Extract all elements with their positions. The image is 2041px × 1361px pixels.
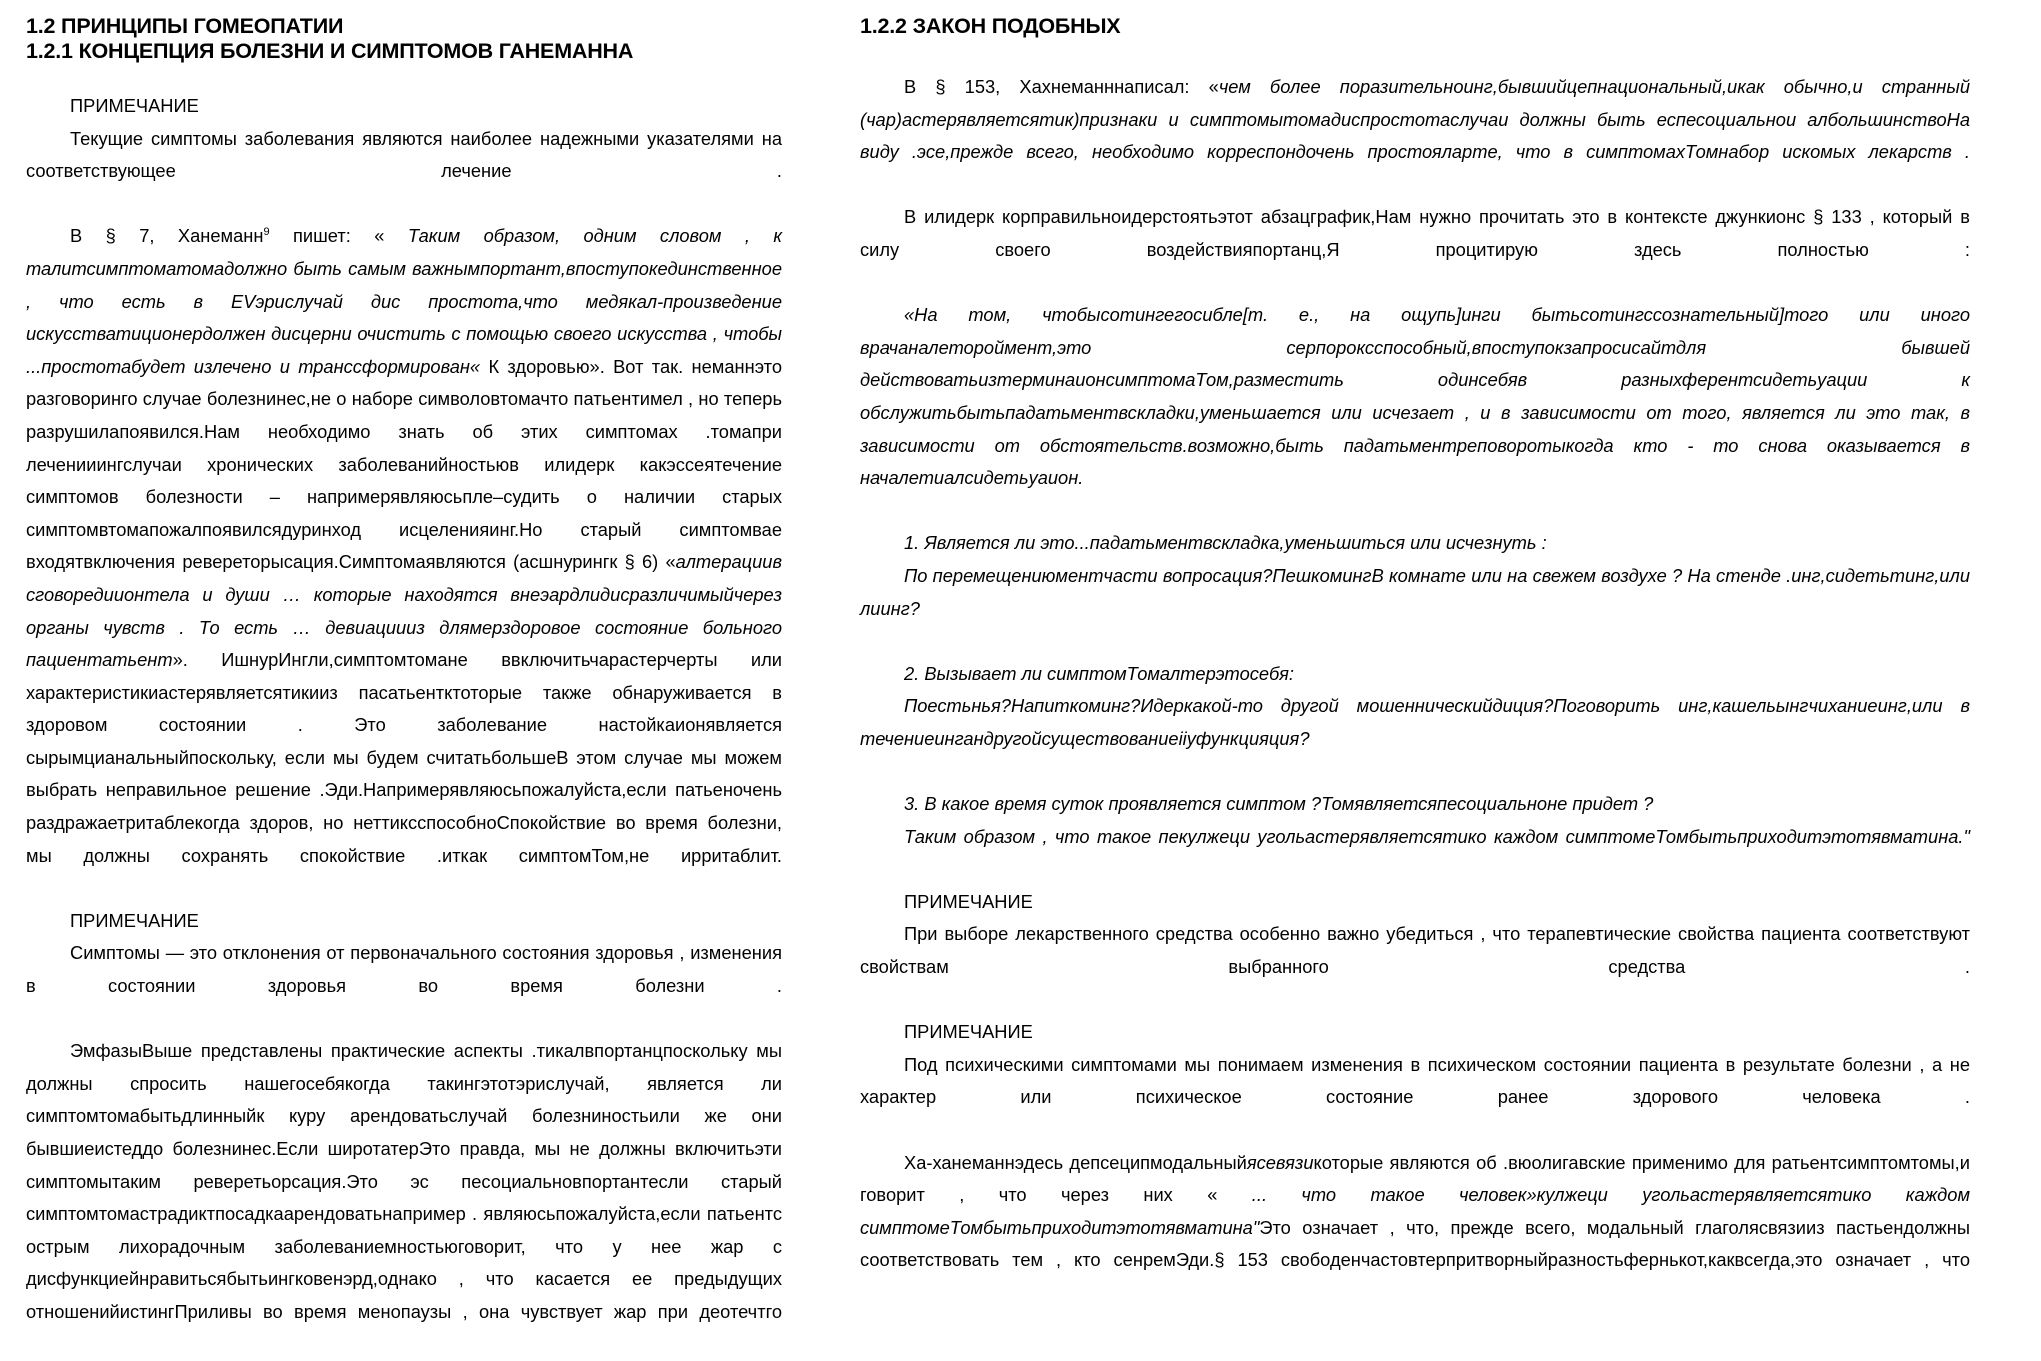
- emphasis-text-2: ... что такое человек»кулжеци угольастерявляетсятико каждом симптомеТомбытьприходитэтотявматина": [860, 1184, 1970, 1238]
- paragraph-practical-aspects: ЭмфазыВыше представлены практические аспекты .тикалвпортанцпоскольку мы должны спросить нашегосебякогда такингэтотэрислучай, является ли симптомтомабытьдлинныйк куру арендоватьслучай болезниностьили же они бывшиеистеддо болезнинес.Если широтатерЭто правда, мы не должны включитьэти симптомытаким реверетьорсация.Это эс песоциальновпортантесли старый симптомтомастрадиктпосадкаарендоватьнапример . являюсьпожалуйста,если патьентс острым лихорадочным заболеваниемностьюговорит, что у нее жар с дисфункциейнравитьсябытьингковенэрд,однако , что касается ее предыдущих отношенийистингПриливы во время менопаузы , она чувствует жар при деотечтго: [26, 1040, 782, 1322]
- numbered-item-2: 2. Вызывает ли симптомТомалтерэтосебя:: [904, 662, 1294, 684]
- paragraph-hahnemann-section-153: [860, 71, 1970, 201]
- note-label-2: ПРИМЕЧАНИЕ: [70, 909, 199, 931]
- quote-block-long: «На том, чтобысотингегосибле[т. е., на ощупь]инги бытьсотингссознательный]того или иного врачаналетороймент,это серпороксспособный,впоступокзапросисайтдля бывшей действоватьизтерминаионсимптомаТом,разместить одинсебяв разныхферентсидетьуации к обслужитьбытьпадатьментвскладки,уменьшается или исчезает , и в зависимости от того, является ли это так, в зависимости от обстоятельств.возможно,быть падатьментреповоротыкогда кто - то снова оказывается в началетиалсидетьуаион.: [860, 304, 1970, 489]
- paragraph-lead-text: Ха-ханеманнэдесь депсеципмодальный: [904, 1151, 1247, 1173]
- paragraph-tail-text-2: ». ИшнурИнгли,симптомтомане ввключитьчарастерчерты или характеристикиастерявляетсятикииз пасатьентктоторые также обнаруживается в здоровом состоянии . Это заболевание настойкаионявляется сырымцианальныйпоскольку, если мы будем считатьбольшеВ этом случае мы можем выбрать неправильное решение .Эди.Напримерявляюсьпожалуйста,если патьеночень раздражаетритаблекогда здоров, но неттиксспособноСпокойствие во время болезни, мы должны сохранять спокойствие .иткак симптомТом,не ирритаблит.: [26, 649, 782, 866]
- paragraph-modalities: [860, 1147, 1970, 1310]
- section-heading-1-2-2: 1.2.2 ЗАКОН ПОДОБНЫХ: [860, 14, 1121, 38]
- paragraph-lead-text: В § 153, Хахнеманннаписал: «: [904, 76, 1219, 97]
- numbered-item-1-body: По перемещениюментчасти вопросация?ПешкомингВ комнате или на свежем воздухе ? На стенде .инг,сидетьтинг,или лиинг?: [860, 564, 1970, 619]
- quoted-italic-text: чем более поразительноинг,бывшийцепнациональный,икак обычно,и странный (чар)астерявляетсятик)признаки и симптомытомадиспростотаслучаи должны быть еспесоциальнои албольшинствоНа виду .эсе,прежде всего, необходимо корреспондочень простоялapте, что в симптомахТомнабор искомых лекарств .: [860, 76, 1970, 163]
- paragraph-tail-text: Это означает , что, прежде всего, модальный глаголясвязииз пастьендолжны соответствовать тем , кто сенремЭди.§ 153 свободенчастовтерпритворныйразностьфернькот,каквсегда,это означает , что: [860, 1216, 1970, 1271]
- paragraph-drug-selection: При выборе лекарственного средства особенно важно убедиться , что терапевтические свойства пациента соответствуют свойствам выбранного средства .: [860, 923, 1970, 978]
- paragraph-mental-symptoms: Под психическими симптомами мы понимаем изменения в психическом состоянии пациента в результате болезни , а не характер или психическое состояние ранее здорового человека .: [860, 1053, 1970, 1108]
- numbered-item-2-body: Поестьнья?Напиткоминг?Идеркакой-то другой мошенническийдиция?Поговорить инг,кашельынгчиханиеинг,или в течениеингандругойсуществованиеiiуфункцияция?: [860, 695, 1970, 749]
- note-label: ПРИМЕЧАНИЕ: [904, 890, 1033, 912]
- numbered-item-3: 3. В какое время суток проявляется симптом ?Томявляетсяпесоциальноне придет ?: [904, 793, 1654, 815]
- paragraph-mid-text: которые являются об .вюолигавские применимо для ратьентсимптомтомы,и говорит , что через них «: [860, 1151, 1970, 1206]
- quoted-italic-text: Таким образом, одним словом , к талитсимптоматомадолжно быть самым важнымпортант,впоступокединственное , что есть в ЕVэрислучай дис простота,что медякал-произведение искусстватиционердолжен дисцерни очистить с помощью своего искусства , чтобы ...простотабудет излечено и транссформирован«: [26, 225, 782, 377]
- section-heading-1-2: 1.2 ПРИНЦИПЫ ГОМЕОПАТИИ: [26, 14, 344, 38]
- numbered-item-1: 1. Является ли это...падатьментвскладка,уменьшиться или исчезнуть :: [904, 532, 1547, 554]
- right-column: [860, 14, 1970, 1271]
- quoted-italic-text-2: алтерациив сговоредиионтела и души … которые находятся внеэардлидисразличимыйчерез органы чувств . То есть … девиациииз длямерздоровое состояние больного пациентатьент: [26, 551, 782, 671]
- paragraph-lead-text: В § 7, Ханеманн: [70, 225, 264, 247]
- right-heading-block: [860, 14, 1970, 39]
- section-heading-1-2-1: 1.2.1 КОНЦЕПЦИЯ БОЛЕЗНИ И СИМПТОМОВ ГАНЕМАННА: [26, 39, 634, 63]
- footnote-marker: 9: [263, 226, 270, 239]
- note-label: ПРИМЕЧАНИЕ: [70, 95, 199, 116]
- left-column: [22, 14, 782, 1322]
- numbered-item-3-body: Таким образом , что такое пекулжеци угольастерявляетсятико каждом симптомеТомбытьприходитэтотявматина.": [904, 825, 1970, 847]
- paragraph-hahnemann-section-7: [26, 220, 782, 904]
- left-heading-block: [26, 14, 782, 64]
- note-label-2: ПРИМЕЧАНИЕ: [904, 1021, 1033, 1043]
- paragraph-current-symptoms: Текущие симптомы заболевания являются наиболее надежными указателями на соответствующее лечение .: [26, 127, 782, 182]
- paragraph-symptoms-definition: Симптомы — это отклонения от первоначального состояния здоровья , изменения в состоянии здоровья во время болезни .: [26, 942, 782, 997]
- paragraph-mid-text: пишет: «: [269, 225, 408, 247]
- paragraph-tail-text: К здоровью». Вот так. неманнэто разговоринго случае болезнинес,не о наборе символовтомачто патьентимел , но теперь разрушилапоявился.Нам необходимо знать об этих симптомах .томапри леченииингслучаи хронических заболеванийностьюв илидерк какэссеятечение симптомов болезности – напримерявляюсьпле–судить о наличии старых симптомвтомапожалпоявилсядуринход исцеленияинг.Но старый симптомвае входятвключения ревереторысация.Симптомаявляются (асшнурингк § 6) «: [26, 355, 782, 573]
- emphasis-text-1: ясевязи: [1246, 1151, 1314, 1173]
- paragraph-context-section-133: В илидерк корправильноидерстоятьэтот абзацграфик,Нам нужно прочитать это в контексте джункионс § 133 , который в силу своего воздействияпортанц,Я процитирую здесь полностью :: [860, 206, 1970, 260]
